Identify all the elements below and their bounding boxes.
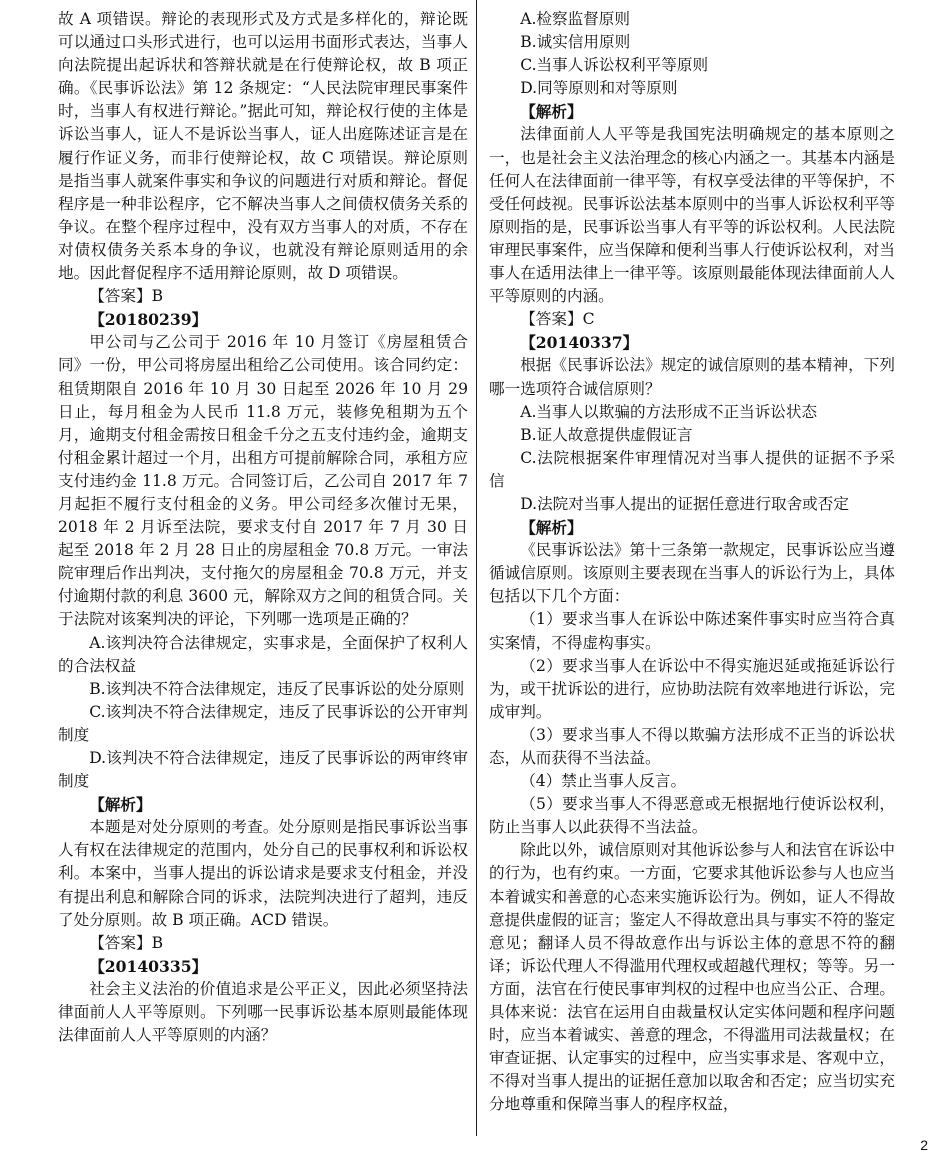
analysis-item: （5）要求当事人不得恶意或无根据地行使诉讼权利，防止当事人以此获得不当法益。 (489, 795, 895, 837)
answer-label: 【答案】B (89, 287, 164, 306)
option-a: A.当事人以欺骗的方法形成不正当诉讼状态 (520, 402, 818, 421)
question-id: 【20140335】 (89, 956, 208, 976)
option-c: C.法院根据案件审理情况对当事人提供的证据不予采信 (489, 448, 895, 490)
option-d: D.该判决不符合法律规定，违反了民事诉讼的两审终审制度 (58, 749, 468, 791)
analysis-text: 法律面前人人平等是我国宪法明确规定的基本原则之一，也是社会主义法治理念的核心内涵之一。其基本内涵是任何人在法律面前一律平等，有权享受法律的平等保护，不受任何歧视。民事诉讼法基本原则中的当事人诉讼权利平等原则指的是，民事诉讼当事人有平等的诉讼权利。人民法院审理民事案件，应当保障和便利当事人行使诉讼权利，对当事人在适用法律上一律平等。该原则最能体现法律面前人人平等原则的内涵。 (489, 125, 895, 306)
option-b: B.该判决不符合法律规定，违反了民事诉讼的处分原则 (89, 679, 465, 698)
analysis-item: （1）要求当事人在诉讼中陈述案件事实时应当符合真实案情，不得虚构事实。 (489, 610, 895, 652)
analysis-item: （2）要求当事人在诉讼中不得实施迟延或拖延诉讼行为，或干扰诉讼的进行，应协助法院有效率地进行诉讼，完成审判。 (489, 656, 895, 721)
analysis-item: （4）禁止当事人反言。 (520, 772, 687, 791)
option-c: C.当事人诉讼权利平等原则 (520, 56, 709, 75)
left-column (58, 8, 468, 1047)
option-c: C.该判决不符合法律规定，违反了民事诉讼的公开审判制度 (58, 702, 468, 744)
question-stem: 社会主义法治的价值追求是公平正义，因此必须坚持法律面前人人平等原则。下列哪一民事诉讼基本原则最能体现法律面前人人平等原则的内涵？ (58, 979, 468, 1045)
option-a: A.该判决符合法律规定，实事求是，全面保护了权利人的合法权益 (58, 633, 468, 675)
question-id: 【20180239】 (89, 310, 208, 330)
analysis-label: 【解析】 (520, 518, 583, 538)
column-divider (476, 0, 477, 1136)
question-id: 【20140337】 (520, 333, 639, 353)
answer-label: 【答案】C (520, 310, 595, 329)
analysis-item: （3）要求当事人不得以欺骗方法形成不正当的诉讼状态，从而获得不当法益。 (489, 725, 895, 767)
option-b: B.诚实信用原则 (520, 33, 631, 52)
answer-label: 【答案】B (89, 933, 164, 952)
option-d: D.同等原则和对等原则 (520, 79, 678, 98)
analysis-text: 除此以外，诚信原则对其他诉讼参与人和法官在诉讼中的行为，也有约束。一方面，它要求其他诉讼参与人也应当本着诚实和善意的心态来实施诉讼行为。例如，证人不得故意提供虚假的证言；鉴定人不得故意出具与事实不符的鉴定意见；翻译人员不得故意作出与诉讼主体的意思不符的翻译；诉讼代理人不得滥用代理权或超越代理权；等等。另一方面，法官在行使民事审判权的过程中也应当公正、合理。具体来说：法官在运用自由裁量权认定实体问题和程序问题时，应当本着诚实、善意的理念，不得滥用司法裁量权；在审查证据、认定事实的过程中，应当实事求是、客观中立，不得对当事人提出的证据任意加以取舍和否定；应当切实充分地尊重和保障当事人的程序权益， (489, 841, 895, 1114)
analysis-label: 【解析】 (520, 102, 583, 122)
question-stem: 根据《民事诉讼法》规定的诚信原则的基本精神，下列哪一选项符合诚信原则？ (489, 356, 895, 398)
question-stem: 甲公司与乙公司于 2016 年 10 月签订《房屋租赁合同》一份，甲公司将房屋出租给乙公司使用。该合同约定：租赁期限自 2016 年 10 月 30 日起至 2026 年 10 月 29 日止，每月租金为人民币 11.8 万元，装修免租期为五个月，逾期支付租金需按日租金千分之五支付违约金，逾期支付租金累计超过一个月，出租方可提前解除合同，承租方应支付违约金 11.8 万元。合同签订后，乙公司自 2017 年 7 月起拒不履行支付租金的义务。甲公司经多次催讨无果，2018 年 2 月诉至法院，要求支付自 2017 年 7 月 30 日起至 2018 年 2 月 28 日止的房屋租金 70.8 万元。一审法院审理后作出判决，支付拖欠的房屋租金 70.8 万元，并支付逾期付款的利息 3600 元，解除双方之间的租赁合同。关于法院对该案判决的评论，下列哪一选项是正确的？ (58, 333, 468, 629)
right-column (489, 8, 895, 1117)
option-b: B.证人故意提供虚假证言 (520, 425, 693, 444)
page-number: 2 (920, 1137, 928, 1153)
option-d: D.法院对当事人提出的证据任意进行取舍或否定 (520, 494, 849, 513)
analysis-text: 《民事诉讼法》第十三条第一款规定，民事诉讼应当遵循诚信原则。该原则主要表现在当事人的诉讼行为上，具体包括以下几个方面： (489, 541, 895, 606)
paragraph: 故 A 项错误。辩论的表现形式及方式是多样化的，辩论既可以通过口头形式进行，也可以运用书面形式表达，当事人向法院提出起诉状和答辩状就是在行使辩论权，故 B 项正确。《民事诉讼法》第 12 条规定：“人民法院审理民事案件时，当事人有权进行辩论。”据此可知，辩论权行使的主体是诉讼当事人，证人不是诉讼当事人，证人出庭陈述证言是在履行作证义务，而非行使辩论权，故 C 项错误。辩论原则是指当事人就案件事实和争议的问题进行对质和辩论。督促程序是一种非讼程序，它不解决当事人之间债权债务关系的争议。在整个程序过程中，没有双方当事人的对质，不存在对债权债务关系本身的争议，也就没有辩论原则适用的余地。因此督促程序不适用辩论原则，故 D 项错误。 (58, 10, 468, 283)
analysis-label: 【解析】 (89, 795, 152, 815)
option-a: A.检察监督原则 (520, 10, 630, 28)
analysis-text: 本题是对处分原则的考查。处分原则是指民事诉讼当事人有权在法律规定的范围内，处分自己的民事权利和诉讼权利。本案中，当事人提出的诉讼请求是要求支付租金，并没有提出利息和解除合同的诉求，法院判决进行了超判，违反了处分原则。故 B 项正确。ACD 错误。 (58, 818, 468, 929)
